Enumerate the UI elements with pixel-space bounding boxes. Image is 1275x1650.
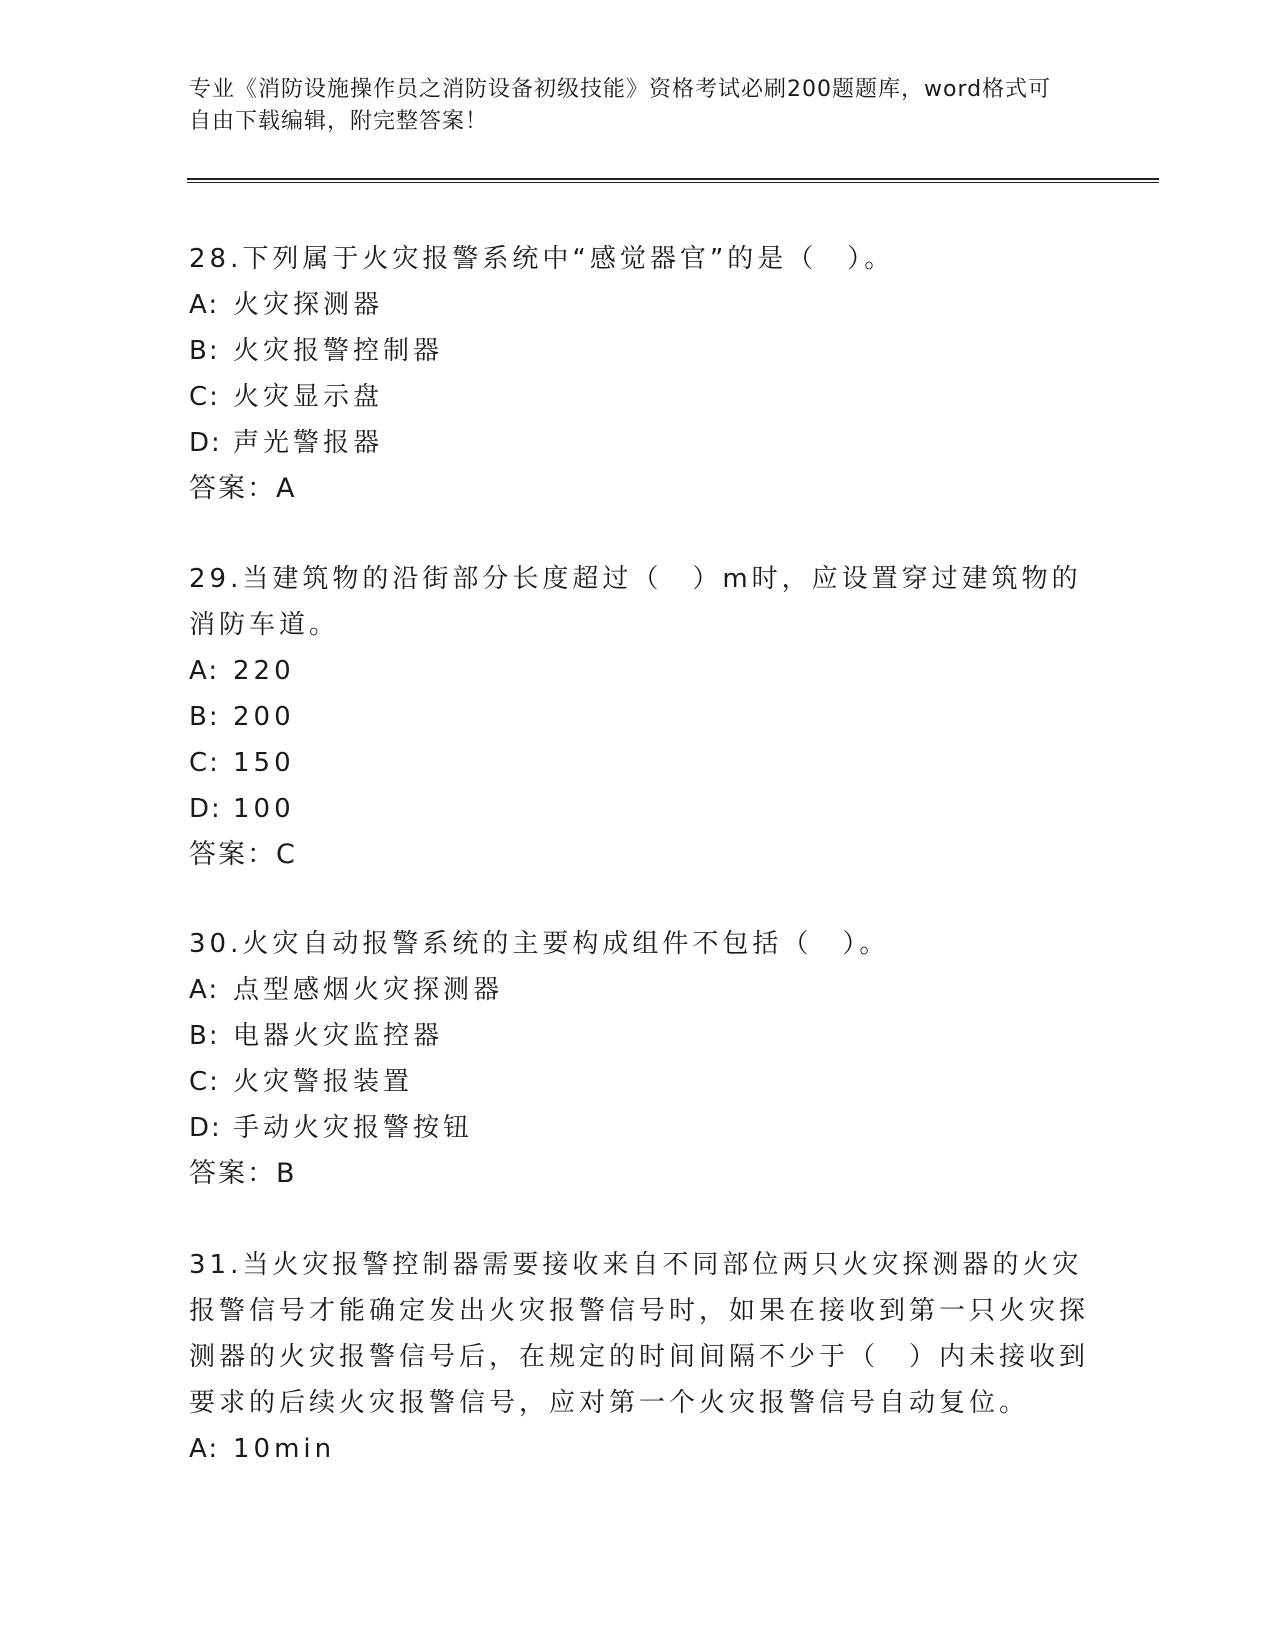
option-text: 手动火灾报警按钮 (233, 1113, 474, 1143)
option-key: B: (189, 336, 220, 366)
option-text: 火灾显示盘 (233, 382, 384, 412)
option-b (189, 1013, 1089, 1059)
option-text: 声光警报器 (233, 428, 384, 458)
option-key: A: (189, 290, 220, 320)
question-stem: 28.下列属于火灾报警系统中“感觉器官”的是（ ）。 (189, 244, 895, 274)
option-text: 火灾警报装置 (233, 1067, 414, 1097)
option-key: C: (189, 748, 220, 778)
option-key: D: (189, 428, 222, 458)
header-divider (187, 178, 1159, 183)
option-key: B: (189, 1021, 220, 1051)
option-key: A: (189, 975, 220, 1005)
question-stem: 31.当火灾报警控制器需要接收来自不同部位两只火灾探测器的火灾报警信号才能确定发出火灾报警信号时，如果在接收到第一只火灾探测器的火灾报警信号后，在规定的时间间隔不少于（ ）内未接收到要求的后续火灾报警信号，应对第一个火灾报警信号自动复位。 (189, 1250, 1090, 1418)
option-a (189, 648, 1089, 694)
option-text: 火灾探测器 (233, 290, 384, 320)
option-c (189, 1059, 1089, 1105)
option-text: 火灾报警控制器 (233, 336, 444, 366)
option-a (189, 967, 1089, 1013)
option-text: 电器火灾监控器 (233, 1021, 444, 1051)
option-b (189, 328, 1089, 374)
question-30 (189, 921, 1089, 1197)
option-key: D: (189, 794, 222, 824)
option-d (189, 420, 1089, 466)
option-key: B: (189, 702, 220, 732)
option-text: 点型感烟火灾探测器 (233, 975, 504, 1005)
question-stem: 29.当建筑物的沿街部分长度超过（ ）m时，应设置穿过建筑物的消防车道。 (189, 564, 1082, 640)
question-29 (189, 556, 1089, 878)
option-key: C: (189, 382, 220, 412)
question-stem: 30.火灾自动报警系统的主要构成组件不包括（ ）。 (189, 929, 890, 959)
option-key: D: (189, 1113, 222, 1143)
option-c (189, 740, 1089, 786)
question-31 (189, 1242, 1089, 1472)
option-key: C: (189, 1067, 220, 1097)
option-a (189, 1426, 1089, 1472)
option-text: 200 (233, 702, 295, 732)
option-b (189, 694, 1089, 740)
option-key: A: (189, 656, 220, 686)
answer-line: 答案：C (189, 839, 297, 870)
question-28 (189, 236, 1089, 512)
option-c (189, 374, 1089, 420)
option-text: 10min (233, 1434, 336, 1464)
option-text: 100 (233, 794, 295, 824)
option-text: 150 (233, 748, 295, 778)
option-key: A: (189, 1434, 220, 1464)
document-header: 专业《消防设施操作员之消防设备初级技能》资格考试必刷200题题库，word格式可自由下载编辑，附完整答案！ (189, 77, 1052, 134)
answer-line: 答案：B (189, 1158, 297, 1189)
option-a (189, 282, 1089, 328)
answer-line: 答案：A (189, 473, 297, 504)
option-d (189, 786, 1089, 832)
option-d (189, 1105, 1089, 1151)
option-text: 220 (233, 656, 295, 686)
